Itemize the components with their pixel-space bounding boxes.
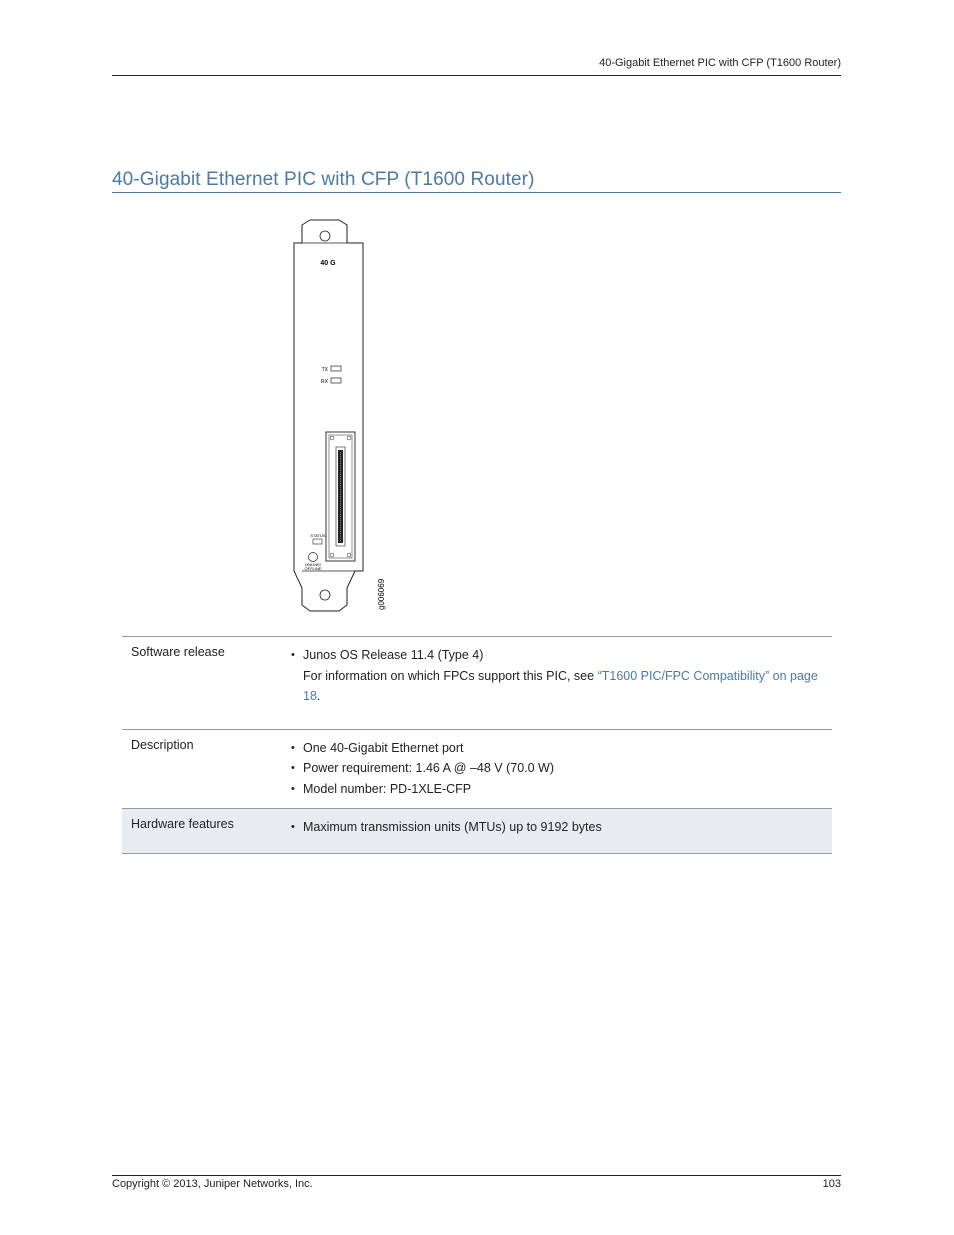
status-led <box>313 539 322 544</box>
list-item: • Model number: PD-1XLE-CFP <box>291 779 832 800</box>
table-row <box>122 637 832 730</box>
tx-label: TX <box>321 367 328 373</box>
page-number: 103 <box>822 1178 841 1190</box>
list-item: • One 40-Gigabit Ethernet port <box>291 738 832 759</box>
footer-copyright: Copyright © 2013, Juniper Networks, Inc. <box>112 1178 313 1190</box>
section-title: 40-Gigabit Ethernet PIC with CFP (T1600 Router) <box>112 169 535 190</box>
header-rule <box>112 75 841 76</box>
compatibility-note <box>291 666 832 706</box>
row-value <box>291 809 832 854</box>
row-label: Hardware features <box>131 817 234 831</box>
compatibility-link[interactable]: “T1600 PIC/FPC Compatibility” on page 18 <box>303 668 818 703</box>
list-item: • Maximum transmission units (MTUs) up to 9192 bytes <box>291 817 832 838</box>
row-value <box>291 729 832 809</box>
online-label: ONLINE/ <box>304 562 322 567</box>
running-header: 40-Gigabit Ethernet PIC with CFP (T1600 Router) <box>599 57 841 69</box>
cfp-port <box>326 432 355 561</box>
list-item: • Power requirement: 1.46 A @ –48 V (70.0 W) <box>291 758 832 779</box>
online-offline-button <box>309 553 318 562</box>
spec-table <box>122 636 832 854</box>
note-prefix: For information on which FPCs support this PIC, see <box>303 668 598 683</box>
panel-label: 40 G <box>320 260 336 267</box>
rx-led <box>331 378 341 383</box>
figure-id: g006069 <box>377 578 386 610</box>
table-row <box>122 729 832 809</box>
footer-rule <box>112 1175 841 1176</box>
list-item: • Junos OS Release 11.4 (Type 4) <box>291 645 832 666</box>
rx-label: RX <box>321 379 328 385</box>
faceplate-drawing <box>285 215 395 615</box>
row-label: Software release <box>131 645 225 659</box>
table-row <box>122 809 832 854</box>
offline-label: OFFLINE <box>304 566 322 571</box>
row-label: Description <box>131 737 194 752</box>
note-suffix: . <box>316 688 321 703</box>
status-label: STATUS <box>310 533 326 538</box>
title-rule <box>112 192 841 193</box>
row-value <box>291 637 832 730</box>
tx-led <box>331 366 341 371</box>
pic-faceplate-figure <box>285 215 395 615</box>
